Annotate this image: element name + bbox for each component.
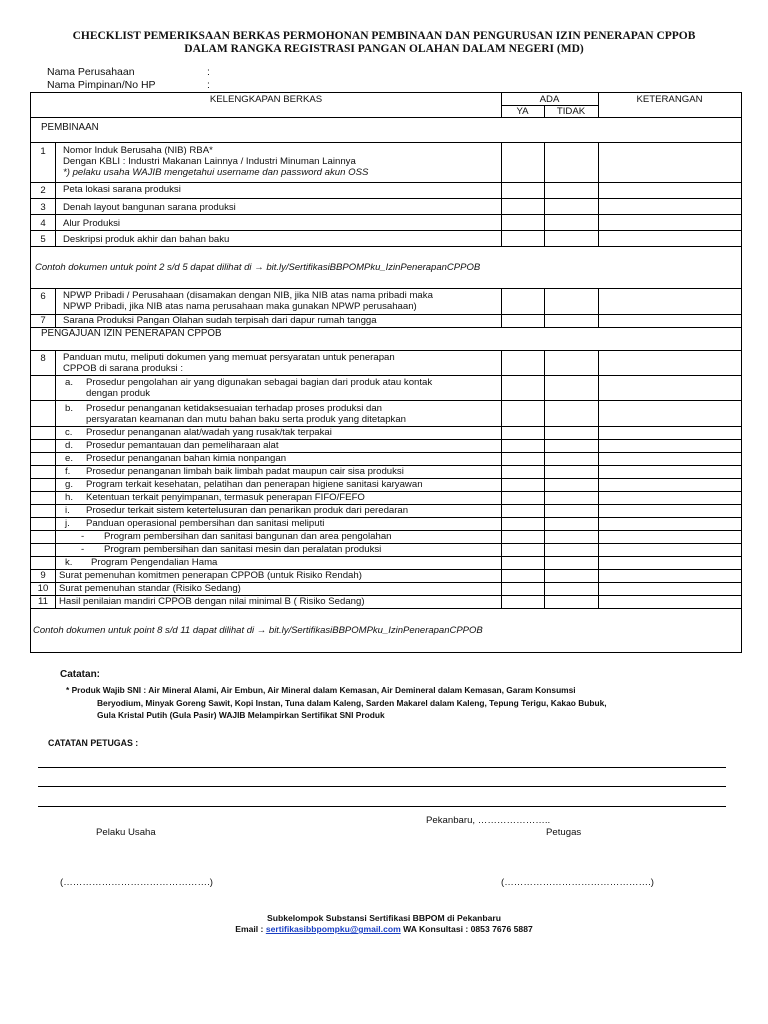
row-number: 8 bbox=[40, 353, 46, 364]
writing-line[interactable] bbox=[38, 786, 726, 787]
table-row bbox=[31, 517, 741, 530]
row-text: Prosedur pengolahan air yang digunakan sebagai bagian dari produk atau kontak bbox=[86, 377, 433, 388]
table-row bbox=[31, 478, 741, 491]
note-link[interactable]: bit.ly/SertifikasiBBPOMPku_IzinPenerapanCPPOB bbox=[266, 262, 481, 273]
table-row bbox=[31, 350, 741, 375]
row-number: 3 bbox=[40, 202, 46, 213]
row-text: Peta lokasi sarana produksi bbox=[63, 184, 181, 195]
row-letter: a. bbox=[65, 377, 74, 388]
table-row bbox=[31, 214, 741, 230]
note-text-label: Contoh dokumen untuk point 8 s/d 11 dapat dilihat di bbox=[33, 625, 255, 636]
sni-note-line: Gula Kristal Putih (Gula Pasir) WAJIB Melampirkan Sertifikat SNI Produk bbox=[97, 710, 385, 720]
row-text: persyaratan keamanan dan mutu bahan baku serta produk yang ditetapkan bbox=[86, 414, 407, 425]
petugas-label: Petugas bbox=[546, 827, 582, 838]
table-row bbox=[31, 465, 741, 478]
row-letter: c. bbox=[65, 427, 73, 438]
row-text: Prosedur terkait sistem ketertelusuran dan penarikan produk dari peredaran bbox=[86, 505, 409, 516]
table-row bbox=[31, 314, 741, 327]
row-text: Program Pengendalian Hama bbox=[91, 557, 218, 568]
row-text: dengan produk bbox=[86, 388, 151, 399]
leader-name-field bbox=[47, 79, 217, 91]
sni-note bbox=[66, 684, 716, 722]
signature-blank-left[interactable]: (……………………………………….) bbox=[60, 877, 213, 888]
table-row bbox=[31, 595, 741, 608]
row-text: Ketentuan terkait penyimpanan, termasuk penerapan FIFO/FEFO bbox=[86, 492, 365, 503]
row-letter: k. bbox=[65, 557, 73, 568]
catatan-petugas-label: CATATAN PETUGAS : bbox=[48, 738, 139, 748]
note-text-label: Contoh dokumen untuk point 2 s/d 5 dapat dilihat di bbox=[35, 262, 252, 273]
note-row bbox=[31, 608, 741, 652]
section-row-izin bbox=[31, 327, 741, 350]
writing-line[interactable] bbox=[38, 767, 726, 768]
row-text: Sarana Produksi Pangan Olahan sudah terpisah dari dapur rumah tangga bbox=[63, 315, 377, 326]
writing-line[interactable] bbox=[38, 806, 726, 807]
email-link[interactable]: sertifikasibbpompku@gmail.com bbox=[265, 924, 401, 934]
row-note: *) pelaku usaha WAJIB mengetahui username dan password akun OSS bbox=[63, 167, 369, 178]
row-letter: i. bbox=[65, 505, 70, 516]
row-text: Panduan mutu, meliputi dokumen yang memuat persyaratan untuk penerapan bbox=[63, 352, 395, 363]
checklist-table bbox=[30, 92, 742, 653]
table-row bbox=[31, 530, 741, 543]
header-keterangan: KETERANGAN bbox=[636, 94, 703, 105]
header-tidak: TIDAK bbox=[556, 106, 586, 117]
row-number: 7 bbox=[40, 315, 46, 326]
table-row bbox=[31, 198, 741, 214]
section-row-pembinaan bbox=[31, 117, 741, 142]
row-number: 11 bbox=[38, 596, 48, 607]
table-row bbox=[31, 504, 741, 517]
wa-contact: WA Konsultasi : 0853 7676 5887 bbox=[403, 924, 533, 934]
table-row bbox=[31, 491, 741, 504]
note-text bbox=[33, 625, 483, 637]
row-text: Program terkait kesehatan, pelatihan dan penerapan higiene sanitasi karyawan bbox=[86, 479, 423, 490]
header-ya: YA bbox=[516, 106, 529, 117]
row-letter: j. bbox=[65, 518, 70, 529]
row-text: Program pembersihan dan sanitasi bangunan dan area pengolahan bbox=[104, 531, 392, 542]
arrow-right-icon: → bbox=[254, 262, 264, 273]
note-row bbox=[31, 246, 741, 288]
row-text: Alur Produksi bbox=[63, 218, 121, 229]
table-row bbox=[31, 288, 741, 314]
table-row bbox=[31, 439, 741, 452]
row-dash: - bbox=[81, 544, 85, 555]
email-label: Email : bbox=[235, 924, 264, 934]
company-name-label: Nama Perusahaan bbox=[47, 66, 135, 78]
table-row bbox=[31, 543, 741, 556]
row-number: 4 bbox=[40, 218, 46, 229]
row-text: Panduan operasional pembersihan dan sanitasi meliputi bbox=[86, 518, 325, 529]
catatan-label: Catatan: bbox=[60, 669, 101, 680]
arrow-right-icon: → bbox=[256, 625, 267, 636]
row-text: Dengan KBLI : Industri Makanan Lainnya / Industri Minuman Lainnya bbox=[63, 156, 356, 167]
row-letter: f. bbox=[65, 466, 71, 477]
colon: : bbox=[207, 79, 210, 91]
row-number: 10 bbox=[37, 583, 49, 594]
row-text: NPWP Pribadi / Perusahaan (disamakan dengan NIB, jika NIB atas nama pribadi maka bbox=[63, 290, 433, 301]
document-title bbox=[0, 30, 768, 56]
header-ada: ADA bbox=[539, 94, 560, 105]
footer-org: Subkelompok Substansi Sertifikasi BBPOM di Pekanbaru bbox=[267, 913, 501, 923]
row-letter: e. bbox=[65, 453, 74, 464]
table-row bbox=[31, 142, 741, 182]
title-line-2: DALAM RANGKA REGISTRASI PANGAN OLAHAN DALAM NEGERI (MD) bbox=[184, 43, 584, 55]
table-row bbox=[31, 182, 741, 198]
row-number: 2 bbox=[40, 185, 46, 196]
colon: : bbox=[207, 66, 210, 78]
row-text: Prosedur pemantauan dan pemeliharaan alat bbox=[86, 440, 279, 451]
table-row bbox=[31, 452, 741, 465]
row-text: Program pembersihan dan sanitasi mesin dan peralatan produksi bbox=[104, 544, 382, 555]
row-text: Prosedur penanganan limbah baik limbah padat maupun cair sisa produksi bbox=[86, 466, 404, 477]
note-text bbox=[35, 262, 480, 274]
pelaku-usaha-label: Pelaku Usaha bbox=[96, 827, 156, 838]
row-letter: d. bbox=[65, 440, 74, 451]
table-row bbox=[31, 569, 741, 582]
header-kelengkapan: KELENGKAPAN BERKAS bbox=[209, 94, 323, 105]
row-text: Prosedur penanganan bahan kimia nonpangan bbox=[86, 453, 287, 464]
title-line-1: CHECKLIST PEMERIKSAAN BERKAS PERMOHONAN PEMBINAAN DAN PENGURUSAN IZIN PENERAPAN CPPOB bbox=[72, 30, 696, 42]
section-title-pembinaan: PEMBINAAN bbox=[41, 122, 99, 133]
note-link[interactable]: bit.ly/SertifikasiBBPOMPku_IzinPenerapanCPPOB bbox=[268, 625, 483, 636]
row-text: CPPOB di sarana produksi : bbox=[63, 363, 183, 374]
table-row bbox=[31, 582, 741, 595]
row-text: Surat pemenuhan komitmen penerapan CPPOB (untuk Risiko Rendah) bbox=[59, 570, 362, 581]
row-text: Nomor Induk Berusaha (NIB) RBA* bbox=[63, 145, 213, 156]
company-name-field bbox=[47, 66, 217, 78]
row-dash: - bbox=[81, 531, 85, 542]
row-number: 6 bbox=[40, 291, 46, 302]
row-text: Hasil penilaian mandiri CPPOB dengan nilai minimal B ( Risiko Sedang) bbox=[59, 596, 365, 607]
row-text: NPWP Pribadi, jika NIB atas nama perusahaan maka gunakan NPWP perusahaan) bbox=[63, 301, 417, 312]
table-row bbox=[31, 400, 741, 426]
row-text: Denah layout bangunan sarana produksi bbox=[63, 202, 236, 213]
sni-note-line: Beryodium, Minyak Goreng Sawit, Kopi Instan, Tuna dalam Kaleng, Sarden Makarel dalam Kaleng, Tepung Terigu, Kakao Bubuk, bbox=[97, 697, 607, 708]
section-title-izin: PENGAJUAN IZIN PENERAPAN CPPOB bbox=[41, 328, 222, 339]
row-letter: h. bbox=[65, 492, 74, 503]
row-number: 9 bbox=[40, 570, 46, 581]
row-text: Deskripsi produk akhir dan bahan baku bbox=[63, 234, 230, 245]
footer-contact bbox=[0, 924, 768, 934]
table-row bbox=[31, 556, 741, 569]
row-text: Prosedur penanganan alat/wadah yang rusak/tak terpakai bbox=[86, 427, 332, 438]
row-text: Prosedur penanganan ketidaksesuaian terhadap proses produksi dan bbox=[86, 403, 383, 414]
table-row bbox=[31, 230, 741, 246]
row-text: Surat pemenuhan standar (Risiko Sedang) bbox=[59, 583, 241, 594]
row-number: 5 bbox=[40, 234, 46, 245]
row-letter: b. bbox=[65, 403, 74, 414]
row-number: 1 bbox=[40, 146, 46, 157]
table-header-row bbox=[31, 93, 741, 117]
table-row bbox=[31, 426, 741, 439]
signature-blank-right[interactable]: (……………………………………….) bbox=[501, 877, 654, 888]
sni-note-line: * Produk Wajib SNI : Air Mineral Alami, Air Embun, Air Mineral dalam Kemasan, Air Demineral dalam Kemasan, Garam Konsumsi bbox=[66, 685, 576, 695]
place-date: Pekanbaru, ………………….. bbox=[426, 815, 551, 826]
row-letter: g. bbox=[65, 479, 74, 490]
table-row bbox=[31, 375, 741, 400]
leader-name-label: Nama Pimpinan/No HP bbox=[47, 79, 156, 91]
